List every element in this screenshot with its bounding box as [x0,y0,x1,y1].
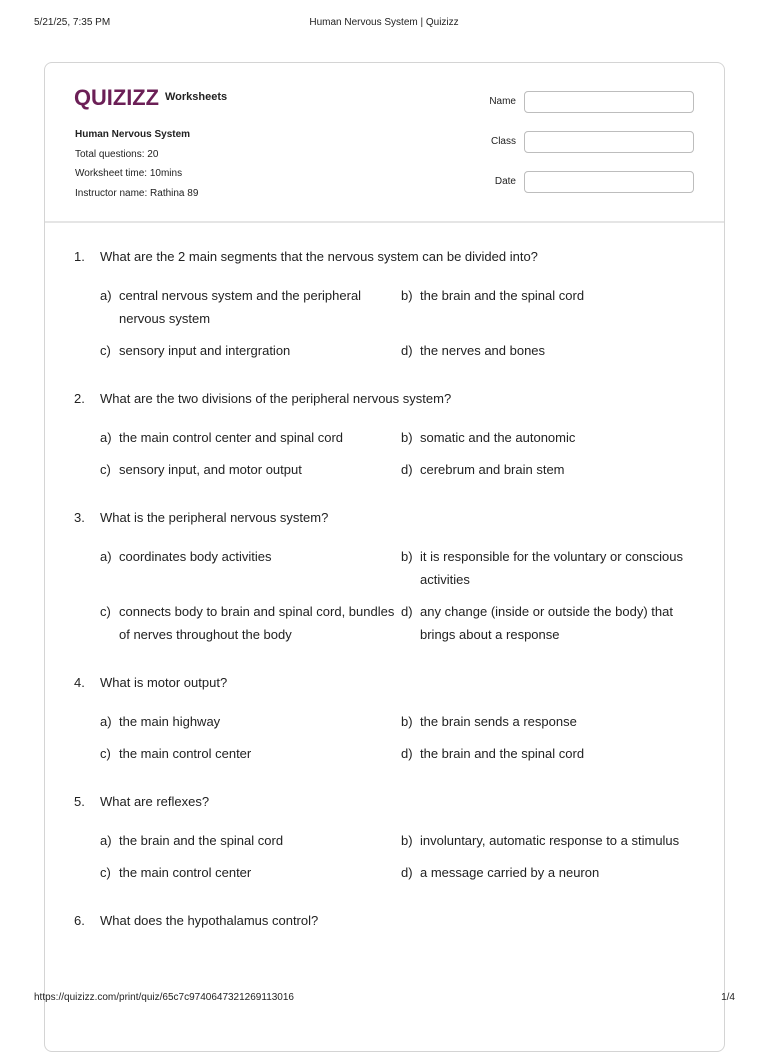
answer-option [401,284,701,330]
answer-option [401,426,701,449]
question-number: 3. [74,510,85,525]
option-text: the brain sends a response [420,714,577,729]
option-letter: d) [401,604,413,619]
option-text: sensory input and intergration [119,343,291,358]
question-item [74,910,714,932]
answer-option [100,426,400,449]
option-letter: b) [401,833,413,848]
question-text: What are the two divisions of the peripheral nervous system? [100,391,452,406]
option-letter: c) [100,746,111,761]
question-row [74,791,714,813]
question-text: What are the 2 main segments that the nervous system can be divided into? [100,249,538,264]
class-field[interactable] [524,131,694,153]
option-letter: a) [100,549,112,564]
option-letter: a) [100,288,112,303]
option-letter: d) [401,746,413,761]
answer-option [100,339,400,362]
option-letter: b) [401,430,413,445]
question-text: What is the peripheral nervous system? [100,510,329,525]
option-text: coordinates body activities [119,549,272,564]
question-list [74,246,714,958]
date-label: Date [494,176,516,187]
answer-option [401,710,701,733]
question-number: 5. [74,794,85,809]
answer-option [401,742,701,765]
question-text: What is motor output? [100,675,228,690]
question-text: What does the hypothalamus control? [100,913,319,928]
question-text: What are reflexes? [100,794,210,809]
option-text: central nervous system and the peripheral nervous system [119,288,362,326]
class-label: Class [490,136,516,147]
option-letter: c) [100,865,111,880]
answer-options [100,426,714,481]
answer-option [401,545,701,591]
question-row [74,388,714,410]
question-row [74,672,714,694]
answer-options [100,284,714,362]
option-text: involuntary, automatic response to a stimulus [420,833,680,848]
total-questions: Total questions: 20 [75,148,159,160]
print-url: https://quizizz.com/print/quiz/65c7c9740647321269113016 [34,992,294,1003]
option-text: any change (inside or outside the body) that brings about a response [420,604,673,642]
answer-options [100,710,714,765]
question-item [74,672,714,765]
answer-option [401,458,701,481]
option-letter: d) [401,343,413,358]
question-item [74,388,714,481]
option-text: cerebrum and brain stem [420,462,565,477]
question-row [74,507,714,529]
option-text: the main control center [119,865,252,880]
answer-option [401,339,701,362]
answer-option [100,284,400,330]
option-text: the brain and the spinal cord [420,746,585,761]
option-letter: d) [401,865,413,880]
answer-option [100,742,400,765]
question-number: 1. [74,249,85,264]
question-item [74,791,714,884]
svg-text:QUIZIZZ: QUIZIZZ [74,85,159,110]
option-text: the brain and the spinal cord [119,833,284,848]
option-text: sensory input, and motor output [119,462,302,477]
answer-option [401,600,701,646]
page-number: 1/4 [721,992,735,1003]
answer-option [100,861,400,884]
instructor-name: Instructor name: Rathina 89 [75,187,199,199]
worksheet-title: Human Nervous System [75,129,191,140]
option-letter: d) [401,462,413,477]
answer-option [100,710,400,733]
option-text: connects body to brain and spinal cord, bundles of nerves throughout the body [119,604,395,642]
print-tab-title: Human Nervous System | Quizizz [309,17,459,28]
option-letter: a) [100,714,112,729]
question-number: 2. [74,391,85,406]
name-field[interactable] [524,91,694,113]
name-label: Name [489,96,516,107]
option-text: the main control center and spinal cord [119,430,344,445]
option-letter: c) [100,343,111,358]
option-letter: a) [100,833,112,848]
answer-option [401,861,701,884]
worksheet-time: Worksheet time: 10mins [75,168,183,179]
print-footer [0,992,768,1006]
answer-option [100,600,400,646]
answer-option [100,458,400,481]
print-header [0,17,768,33]
question-number: 4. [74,675,85,690]
option-text: somatic and the autonomic [420,430,576,445]
date-field[interactable] [524,171,694,193]
worksheet-meta [75,125,198,203]
answer-options [100,829,714,884]
option-text: it is responsible for the voluntary or conscious activities [420,549,684,587]
option-text: a message carried by a neuron [420,865,600,880]
question-row [74,910,714,932]
option-text: the nerves and bones [420,343,546,358]
option-letter: c) [100,604,111,619]
option-text: the main control center [119,746,252,761]
option-letter: b) [401,714,413,729]
worksheet-header [45,63,724,223]
option-letter: a) [100,430,112,445]
question-row [74,246,714,268]
question-item [74,246,714,362]
print-datetime: 5/21/25, 7:35 PM [34,17,111,28]
answer-option [100,829,400,852]
answer-options [100,545,714,646]
option-text: the main highway [119,714,221,729]
quizizz-logo [74,84,227,112]
option-letter: b) [401,549,413,564]
worksheets-label: Worksheets [165,91,228,103]
option-text: the brain and the spinal cord [420,288,585,303]
option-letter: b) [401,288,413,303]
option-letter: c) [100,462,111,477]
question-item [74,507,714,646]
question-number: 6. [74,913,85,928]
quizizz-logo-icon [74,85,159,111]
answer-option [100,545,400,591]
answer-option [401,829,701,852]
